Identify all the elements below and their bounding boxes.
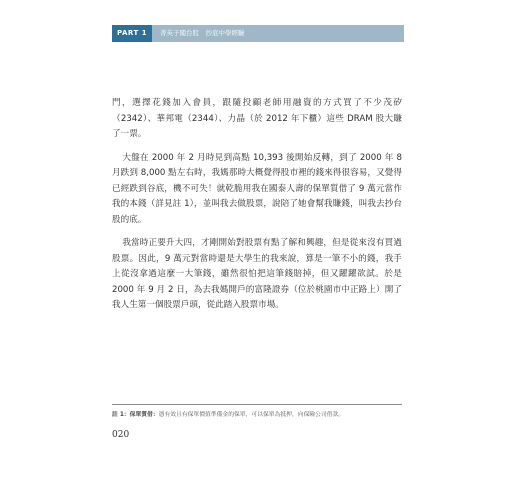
footnote bbox=[112, 409, 402, 418]
paragraph-3: 我當時正要升大四，才剛開始對股票有點了解和興趣，但是從來沒有買過股票。因此，9 萬元對當時還是大學生的我來說，算是一筆不小的錢，我手上從沒拿過這麼一大筆錢，雖然很怕把這筆錢賠掉，但又躍躍欲試。於是 2000 年 9 月 2 日，為去我媽開戶的富隆證券（位於桃園市中正路上）開了我人生第一個股票戶頭，從此踏入股票市場。 bbox=[112, 238, 402, 310]
book-title: 菁英子闖台股 抄底中學經驗 bbox=[160, 29, 245, 37]
footnote-divider bbox=[112, 404, 402, 405]
page-number: 020 bbox=[112, 430, 130, 440]
body-text bbox=[112, 96, 402, 322]
paragraph-1: 門，選擇花錢加入會員，跟隨投顧老師用融資的方式買了不少茂矽（2342）、華邦電（2344）、力晶（於 2012 年下櫃）這些 DRAM 股大賺了一票。 bbox=[112, 98, 402, 139]
part-label: PART 1 bbox=[112, 25, 152, 42]
footnote-text: 憑有效且有保單價值準備金的保單，可以保單為抵押，向保險公司借款。 bbox=[158, 412, 345, 418]
footnote-label: 註 1：保單質借： bbox=[112, 412, 159, 418]
paragraph-2: 大盤在 2000 年 2 月時見到高點 10,393 後開始反轉，到了 2000 年 8 月跌到 8,000 點左右時，我媽那時大概覺得股市裡的錢來得很容易，又覺得已經跌到谷底，機不可失！就乾脆用我在國泰人壽的保單質借了 9 萬元當作我的本錢（詳見註 1），並叫我去做股票，說陪了她會幫我賺錢，叫我去抄台股的底。 bbox=[112, 152, 402, 225]
header-band bbox=[112, 25, 404, 42]
